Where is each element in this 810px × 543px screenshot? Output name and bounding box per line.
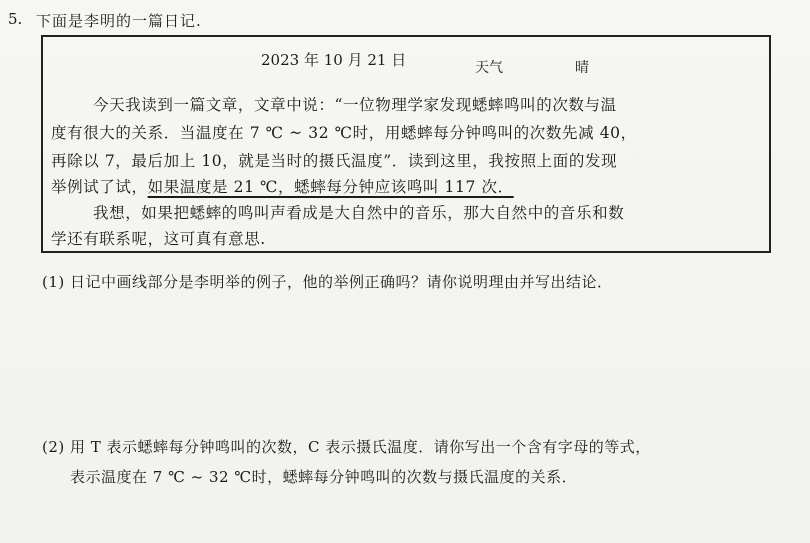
diary-line-2: 度有很大的关系．当温度在 7 ℃ ~ 32 ℃时，用蟋蟀每分钟鸣叫的次数先减 40，: [51, 124, 637, 142]
diary-box: [41, 35, 771, 253]
diary-date: 2023 年 10 月 21 日: [261, 51, 407, 69]
question-intro: 下面是李明的一篇日记.: [36, 12, 202, 30]
underlined-example: 如果温度是 21 ℃，蟋蟀每分钟应该鸣叫 117 次．: [147, 178, 514, 196]
subquestion-2-line-2: 表示温度在 7 ℃ ~ 32 ℃时，蟋蟀每分钟鸣叫的次数与摄氏温度的关系．: [70, 468, 578, 486]
diary-line-1: 今天我读到一篇文章，文章中说：“一位物理学家发现蟋蟀鸣叫的次数与温: [93, 96, 617, 114]
diary-line-5: 我想，如果把蟋蟀的鸣叫声看成是大自然中的音乐，那大自然中的音乐和数: [93, 204, 625, 222]
diary-weather-label: 天气: [475, 60, 503, 76]
diary-line-4-prefix: 举例试了试，: [51, 178, 148, 196]
diary-line-6: 学还有联系呢，这可真有意思.: [51, 230, 266, 248]
diary-line-3: 再除以 7，最后加上 10，就是当时的摄氏温度”．读到这里，我按照上面的发现: [51, 152, 618, 170]
diary-line-4: [51, 175, 514, 197]
subquestion-2-line-1: (2) 用 T 表示蟋蟀每分钟鸣叫的次数，C 表示摄氏温度．请你写出一个含有字母的等式，: [42, 438, 651, 456]
diary-weather-value: 晴: [575, 60, 589, 76]
question-number: 5.: [8, 10, 23, 28]
subquestion-1: (1) 日记中画线部分是李明举的例子，他的举例正确吗？请你说明理由并写出结论．: [42, 273, 613, 291]
